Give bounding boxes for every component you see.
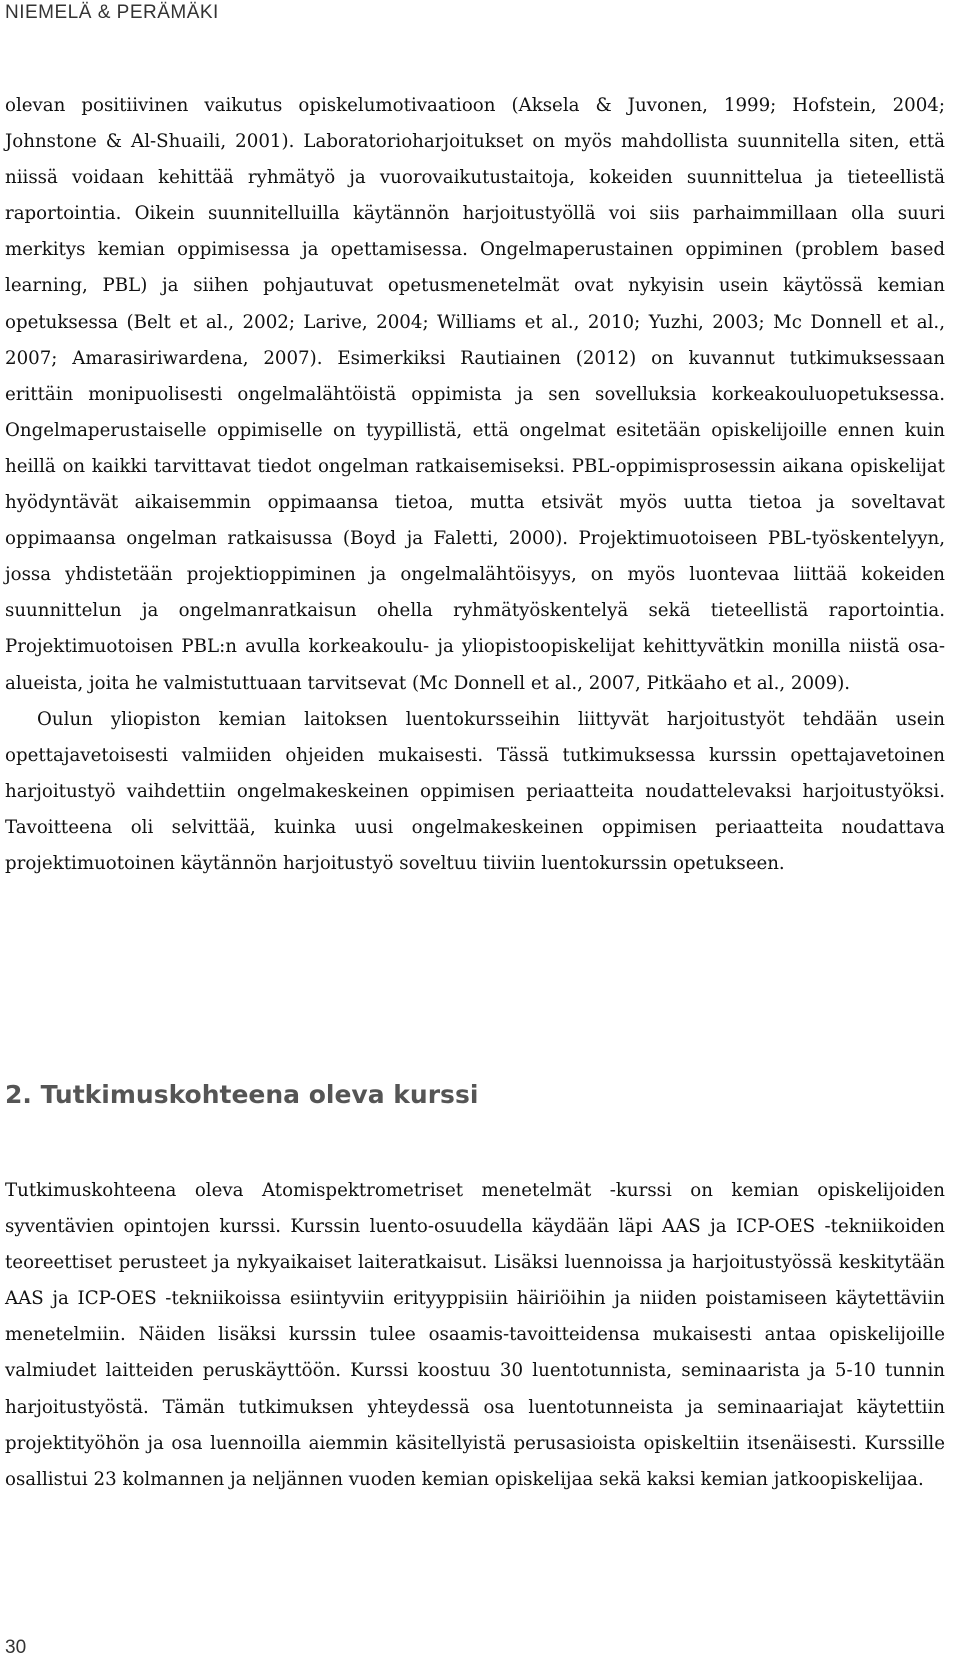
paragraph: olevan positiivinen vaikutus opiskelumotivaatioon (Aksela & Juvonen, 1999; Hofstein, 2004; Johnstone & Al-Shuaili, 2001). Laboratorioharjoitukset on myös mahdollista suunnitella siten, että niissä voidaan kehittää ryhmätyö ja vuorovaikutustaitoja, kokeiden suunnittelua ja tieteellistä raportointia. Oikein suunnitelluilla käytännön harjoitustyöllä voi siis parhaimmillaan olla suuri merkitys kemian oppimisessa ja opettamisessa. Ongelmaperustainen oppiminen (problem based learning, PBL) ja siihen pohjautuvat opetusmenetelmät ovat nykyisin usein käytössä kemian opetuksessa (Belt et al., 2002; Larive, 2004; Williams et al., 2010; Yuzhi, 2003; Mc Donnell et al., 2007; Amarasiriwardena, 2007). Esimerkiksi Rautiainen (2012) on kuvannut tutkimuksessaan erittäin monipuolisesti ongelmalähtöistä oppimista ja sen sovelluksia korkeakouluopetuksessa. Ongelmaperustaiselle oppimiselle on tyypillistä, että ongelmat esitetään opiskelijoille ennen kuin heillä on kaikki tarvittavat tiedot ongelman ratkaisemiseksi. PBL-oppimisprosessin aikana opiskelijat hyödyntävät aikaisemmin oppimaansa tietoa, mutta etsivät myös uutta tietoa ja soveltavat oppimaansa ongelman ratkaisussa (Boyd ja Faletti, 2000). Projektimuotoiseen PBL-työskentelyyn, jossa yhdistetään projektioppiminen ja ongelmalähtöisyys, on myös luontevaa liittää kokeiden suunnittelun ja ongelmanratkaisun ohella ryhmätyöskentelyä sekä tieteellistä raportointia. Projektimuotoisen PBL:n avulla korkeakoulu- ja yliopistoopiskelijat kehittyvätkin monilla niistä osa-alueista, joita he valmistuttuaan tarvitsevat (Mc Donnell et al., 2007, Pitkäaho et al., 2009). [5, 95, 945, 694]
section-body [5, 1173, 945, 1498]
section-heading: 2. Tutkimuskohteena oleva kurssi [5, 1080, 479, 1109]
paragraph: Tutkimuskohteena oleva Atomispektrometriset menetelmät -kurssi on kemian opiskelijoiden syventävien opintojen kurssi. Kurssin luento-osuudella käydään läpi AAS ja ICP-OES -tekniikoiden teoreettiset perusteet ja nykyaikaiset laiteratkaisut. Lisäksi luennoissa ja harjoitustyössä keskitytään AAS ja ICP-OES -tekniikoissa esiintyviin erityyppisiin häiriöihin ja niiden poistamiseen käytettäviin menetelmiin. Näiden lisäksi kurssin tulee osaamis-tavoitteidensa mukaisesti antaa opiskelijoille valmiudet laitteiden peruskäyttöön. Kurssi koostuu 30 luentotunnista, seminaarista ja 5-10 tunnin harjoitustyöstä. Tämän tutkimuksen yhteydessä osa luentotunneista ja seminaariajat käytettiin projektityöhön ja osa luennoilla aiemmin käsitellyistä perusasioista opiskeltiin itsenäisesti. Kurssille osallistui 23 kolmannen ja neljännen vuoden kemian opiskelijaa sekä kaksi kemian jatkoopiskelijaa. [5, 1180, 945, 1490]
paragraph: Oulun yliopiston kemian laitoksen luentokursseihin liittyvät harjoitustyöt tehdään usein opettajavetoisesti valmiiden ohjeiden mukaisesti. Tässä tutkimuksessa kurssin opettajavetoinen harjoitustyö vaihdettiin ongelmakeskeinen oppimisen periaatteita noudattelevaksi harjoitustyöksi. Tavoitteena oli selvittää, kuinka uusi ongelmakeskeinen oppimisen periaatteita noudattava projektimuotoinen käytännön harjoitustyö soveltuu tiiviin luentokurssin opetukseen. [5, 708, 945, 874]
page-number: 30 [5, 1637, 27, 1658]
body-text [5, 88, 945, 882]
running-head: NIEMELÄ & PERÄMÄKI [5, 2, 219, 23]
